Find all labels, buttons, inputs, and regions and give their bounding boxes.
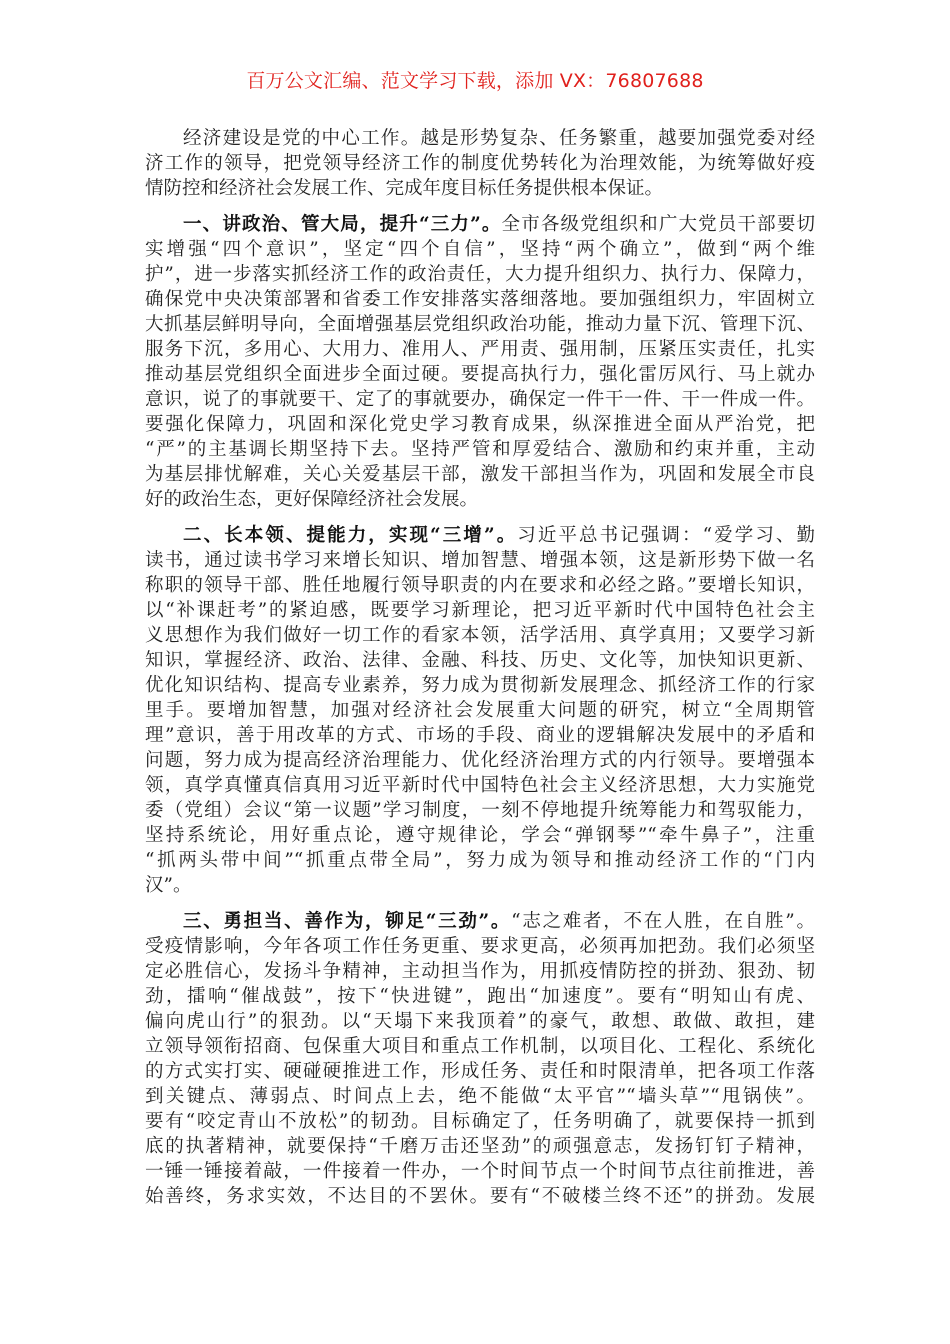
- text-line: [145, 1109, 815, 1134]
- line-text: 为基层排忧解难，关心关爱基层干部，激发干部担当作为，巩固和发展全市良: [145, 464, 815, 485]
- section-heading: 三、勇担当、善作为，铆足“三劲”。: [183, 911, 512, 932]
- text-line: [145, 176, 815, 201]
- text-line: [145, 312, 815, 337]
- text-line: [145, 1059, 815, 1084]
- line-text: 理”意识，善于用改革的方式、市场的手段、商业的逻辑解决发展中的矛盾和: [145, 725, 815, 746]
- line-text: 服务下沉，多用心、大用力、准用人、严用责、强用制，压紧压实责任，扎实: [145, 339, 815, 360]
- line-text: 领，真学真懂真信真用习近平新时代中国特色社会主义经济思想，大力实施党: [145, 775, 815, 796]
- line-text: 推动基层党组织全面进步全面过硬。要提高执行力，强化雷厉风行、马上就办: [145, 364, 815, 385]
- line-text: 称职的领导干部、胜任地履行领导职责的内在要求和必经之路。”要增长知识，: [145, 575, 815, 596]
- text-line: [145, 823, 815, 848]
- text-line: [145, 548, 815, 573]
- line-text: 意识，说了的事就要干、定了的事就要办，确保定一件干一件、干一件成一件。: [145, 389, 815, 410]
- text-line: [145, 151, 815, 176]
- text-line: [145, 1084, 815, 1109]
- line-text: 一锤一锤接着敲，一件接着一件办，一个时间节点一个时间节点往前推进，善: [145, 1161, 815, 1182]
- line-text: 要有“咬定青山不放松”的韧劲。目标确定了，任务明确了，就要保持一抓到: [145, 1111, 815, 1132]
- section-paragraph: [145, 909, 815, 1209]
- text-line: [145, 212, 815, 237]
- text-line: [145, 573, 815, 598]
- text-line: [145, 798, 815, 823]
- line-text: 底的执著精神，就要保持“千磨万击还坚劲”的顽强意志，发扬钉钉子精神，: [145, 1136, 815, 1157]
- text-line: [145, 462, 815, 487]
- section-paragraph: [145, 523, 815, 898]
- line-text: 好的政治生态，更好保障经济社会发展。: [145, 489, 479, 510]
- text-line: [145, 673, 815, 698]
- text-line: [145, 412, 815, 437]
- line-text: 经济建设是党的中心工作。越是形势复杂、任务繁重，越要加强党委对经: [183, 128, 815, 149]
- text-line: [145, 1134, 815, 1159]
- text-line: [145, 1034, 815, 1059]
- line-text: 读书，通过读书学习来增长知识、增加智慧、增强本领，这是新形势下做一名: [145, 550, 815, 571]
- text-line: [145, 598, 815, 623]
- text-line: [145, 773, 815, 798]
- line-text: 要强化保障力，巩固和深化党史学习教育成果，纵深推进全面从严治党，把: [145, 414, 815, 435]
- text-line: [145, 1159, 815, 1184]
- line-text: “抓两头带中间”“抓重点带全局”，努力成为领导和推动经济工作的“门内: [145, 850, 815, 871]
- line-text: 劲，擂响“催战鼓”，按下“快进键”，跑出“加速度”。要有“明知山有虎、: [145, 986, 815, 1007]
- text-line: [145, 237, 815, 262]
- line-text: 全市各级党组织和广大党员干部要切: [501, 214, 815, 235]
- text-line: [145, 437, 815, 462]
- text-line: [145, 909, 815, 934]
- text-line: [145, 848, 815, 873]
- line-text: 的方式实打实、硬碰硬推进工作，形成任务、责任和时限清单，把各项工作落: [145, 1061, 815, 1082]
- line-text: 立领导领衔招商、包保重大项目和重点工作机制，以项目化、工程化、系统化: [145, 1036, 815, 1057]
- line-text: 里手。要增加智慧，加强对经济社会发展重大问题的研究，树立“全周期管: [145, 700, 815, 721]
- document-body: [145, 126, 815, 1220]
- line-text: 以“补课赶考”的紧迫感，既要学习新理论，把习近平新时代中国特色社会主: [145, 600, 815, 621]
- text-line: [145, 623, 815, 648]
- section-paragraph: [145, 212, 815, 512]
- text-line: [145, 984, 815, 1009]
- text-line: [145, 698, 815, 723]
- line-text: 实增强“四个意识”，坚定“四个自信”，坚持“两个确立”，做到“两个维: [145, 239, 815, 260]
- text-line: [145, 648, 815, 673]
- line-text: 优化知识结构、提高专业素养，努力成为贯彻新发展理念、抓经济工作的行家: [145, 675, 815, 696]
- text-line: [145, 337, 815, 362]
- line-text: 始善终，务求实效，不达目的不罢休。要有“不破楼兰终不还”的拼劲。发展: [145, 1186, 815, 1207]
- line-text: 习近平总书记强调：“爱学习、勤: [517, 525, 815, 546]
- text-line: [145, 1184, 815, 1209]
- text-line: [145, 262, 815, 287]
- text-line: [145, 287, 815, 312]
- line-text: 受疫情影响，今年各项工作任务更重、要求更高，必须再加把劲。我们必须坚: [145, 936, 815, 957]
- text-line: [145, 126, 815, 151]
- watermark-banner: 百万公文汇编、范文学习下载，添加 VX：76807688: [246, 70, 704, 92]
- line-text: 知识，掌握经济、政治、法律、金融、科技、历史、文化等，加快知识更新、: [145, 650, 815, 671]
- intro-paragraph: [145, 126, 815, 201]
- text-line: [145, 362, 815, 387]
- line-text: 定必胜信心，发扬斗争精神，主动担当作为，用抓疫情防控的拼劲、狠劲、韧: [145, 961, 815, 982]
- line-text: 偏向虎山行”的狠劲。以“天塌下来我顶着”的豪气，敢想、敢做、敢担，建: [145, 1011, 815, 1032]
- text-line: [145, 934, 815, 959]
- text-line: [145, 723, 815, 748]
- text-line: [145, 748, 815, 773]
- section-heading: 一、讲政治、管大局，提升“三力”。: [183, 214, 502, 235]
- text-line: [145, 387, 815, 412]
- text-line: [145, 1009, 815, 1034]
- line-text: 到关键点、薄弱点、时间点上去，绝不能做“太平官”“墙头草”“甩锅侠”。: [145, 1086, 815, 1107]
- line-text: 情防控和经济社会发展工作、完成年度目标任务提供根本保证。: [145, 178, 664, 199]
- line-text: “严”的主基调长期坚持下去。坚持严管和厚爱结合、激励和约束并重，主动: [145, 439, 815, 460]
- line-text: 委（党组）会议“第一议题”学习制度，一刻不停地提升统筹能力和驾驭能力，: [145, 800, 815, 821]
- text-line: [145, 959, 815, 984]
- text-line: [145, 873, 815, 898]
- line-text: 确保党中央决策部署和省委工作安排落实落细落地。要加强组织力，牢固树立: [145, 289, 815, 310]
- line-text: 义思想作为我们做好一切工作的看家本领，活学活用、真学真用；又要学习新: [145, 625, 815, 646]
- text-line: [145, 487, 815, 512]
- line-text: 汉”。: [145, 875, 192, 896]
- text-line: [145, 523, 815, 548]
- section-heading: 二、长本领、提能力，实现“三增”。: [183, 525, 518, 546]
- line-text: “志之难者，不在人胜，在自胜”。: [511, 911, 815, 932]
- line-text: 护”，进一步落实抓经济工作的政治责任，大力提升组织力、执行力、保障力，: [145, 264, 815, 285]
- line-text: 坚持系统论，用好重点论，遵守规律论，学会“弹钢琴”“牵牛鼻子”，注重: [145, 825, 815, 846]
- line-text: 大抓基层鲜明导向，全面增强基层党组织政治功能，推动力量下沉、管理下沉、: [145, 314, 815, 335]
- line-text: 济工作的领导，把党领导经济工作的制度优势转化为治理效能，为统筹做好疫: [145, 153, 815, 174]
- line-text: 问题，努力成为提高经济治理能力、优化经济治理方式的内行领导。要增强本: [145, 750, 815, 771]
